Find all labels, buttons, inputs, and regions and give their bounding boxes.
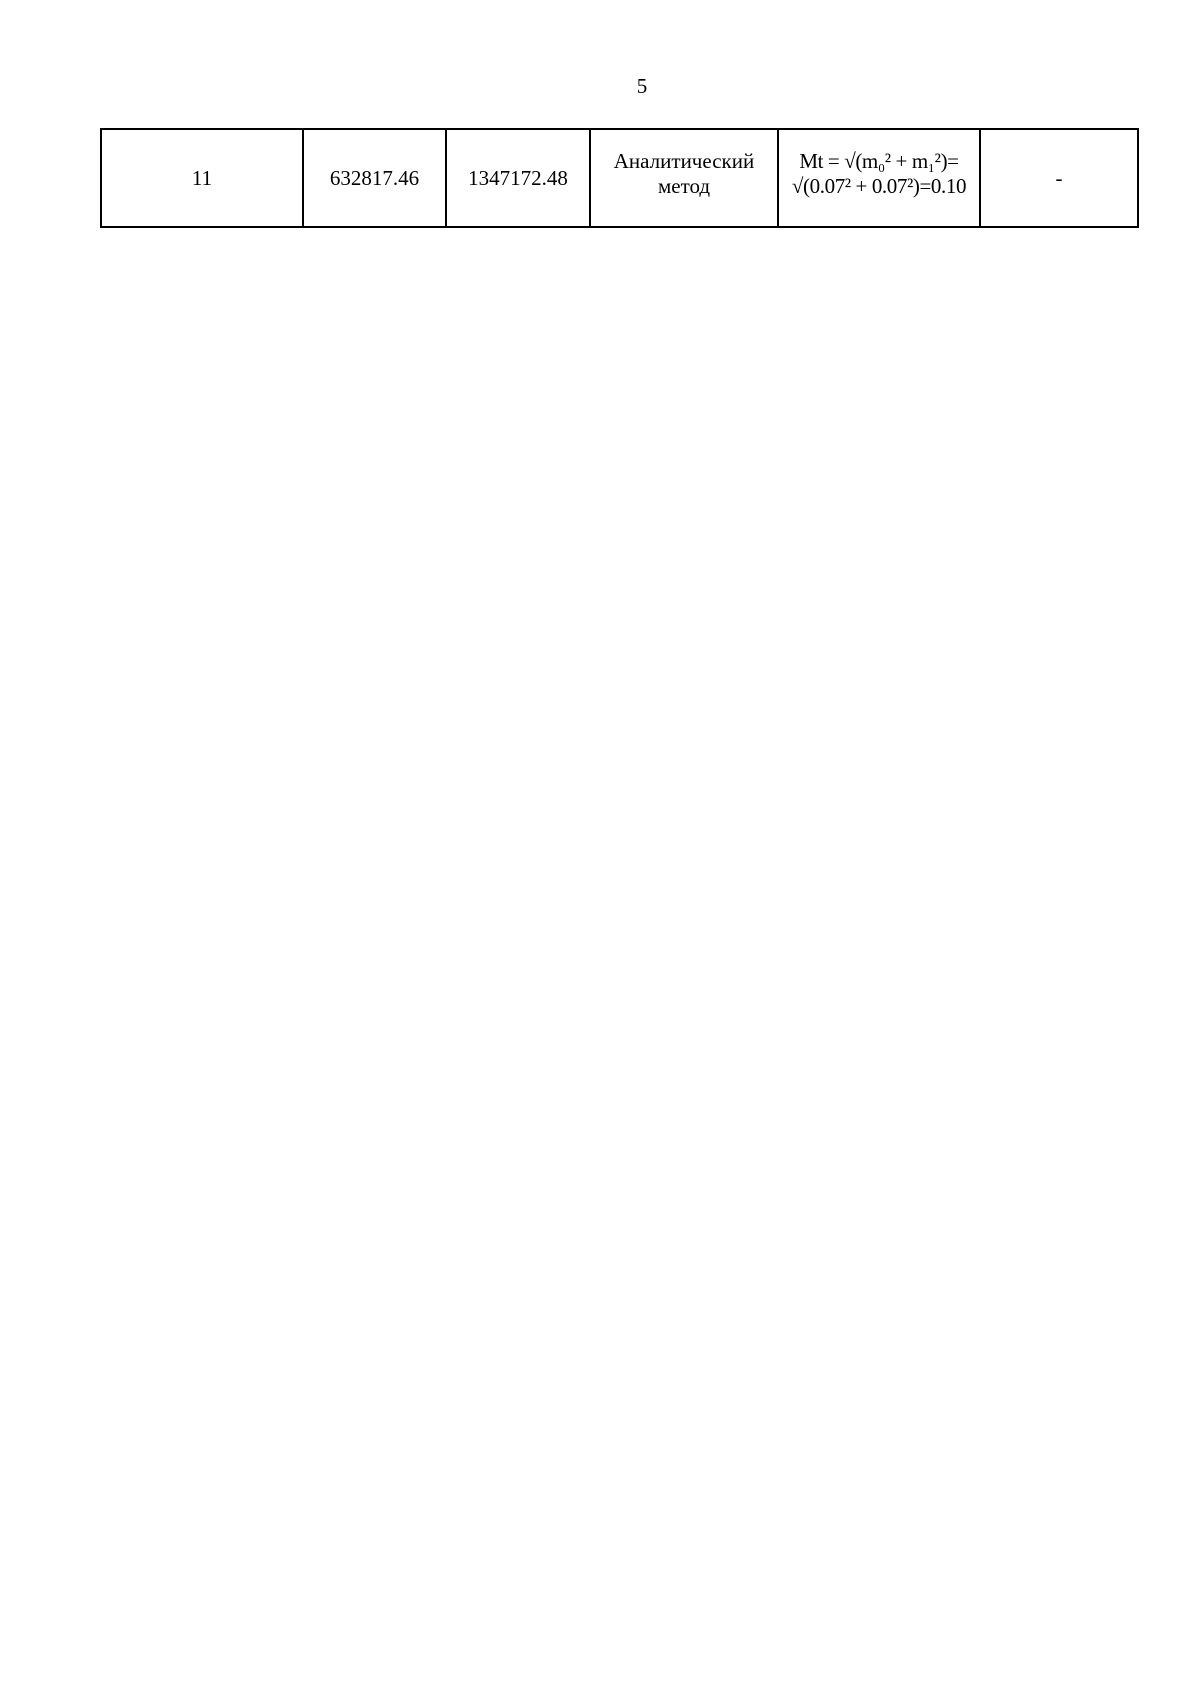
- error-formula-cell: [778, 129, 980, 227]
- table-row: [101, 129, 1138, 227]
- note-cell: -: [980, 129, 1138, 227]
- formula-line-1: Mt = √(m₀² + m₁²)=: [799, 149, 959, 173]
- method-cell: [590, 129, 778, 227]
- point-number-cell: 11: [101, 129, 303, 227]
- method-text: Аналитический метод: [613, 149, 755, 198]
- x-coordinate-cell: 632817.46: [303, 129, 446, 227]
- coordinates-table: [100, 128, 1139, 228]
- formula-line-2: √(0.07² + 0.07²)=0.10: [791, 174, 967, 198]
- y-coordinate-cell: 1347172.48: [446, 129, 590, 227]
- page-number: 5: [636, 74, 648, 98]
